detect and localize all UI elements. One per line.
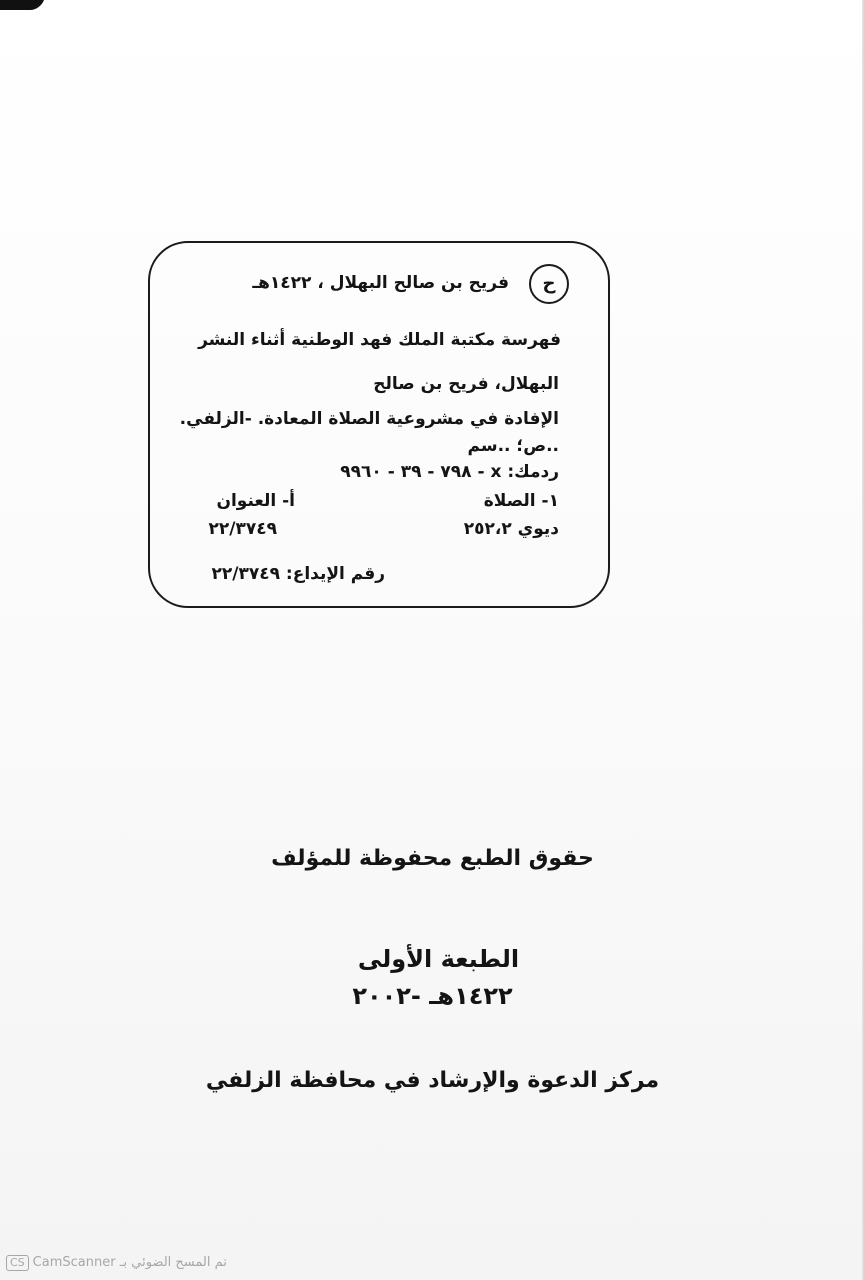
cip-title-entry: أ- العنوان <box>216 491 295 511</box>
camscanner-logo-icon: CS <box>6 1255 29 1271</box>
cip-dewey-number: ديوي ٢٥٢،٢ <box>463 519 559 539</box>
copyright-notice: حقوق الطبع محفوظة للمؤلف <box>271 846 594 871</box>
scanner-watermark-text: CamScanner تم المسح الضوئي بـ <box>32 1255 227 1270</box>
cip-legal-deposit: رقم الإيداع: ٢٢/٣٧٤٩ <box>211 564 385 584</box>
copyright-circle-mark <box>529 264 569 304</box>
cip-deposit-number-short: ٢٢/٣٧٤٩ <box>208 519 277 539</box>
copyright-symbol: ح <box>542 273 556 294</box>
edition-title: الطبعة الأولى <box>357 945 520 973</box>
scanner-watermark <box>6 1255 227 1271</box>
cip-physical-description: ..ص؛ ..سم <box>467 436 559 456</box>
cip-book-title: الإفادة في مشروعية الصلاة المعادة. -الزلفي. <box>179 409 559 429</box>
cip-isbn: ردمك: x - ٧٩٨ - ٣٩ - ٩٩٦٠ <box>340 462 559 482</box>
cip-author-year: فريح بن صالح البهلال ، ١٤٢٢هـ <box>252 273 509 293</box>
cip-subject-entry: ١- الصلاة <box>483 491 559 511</box>
cip-author-name: البهلال، فريح بن صالح <box>373 374 559 394</box>
cip-library-heading: فهرسة مكتبة الملك فهد الوطنية أثناء النشر <box>198 330 561 350</box>
publisher-name: مركز الدعوة والإرشاد في محافظة الزلفي <box>205 1068 660 1093</box>
edition-year: ١٤٢٢هـ -٢٠٠٢ <box>352 982 513 1010</box>
